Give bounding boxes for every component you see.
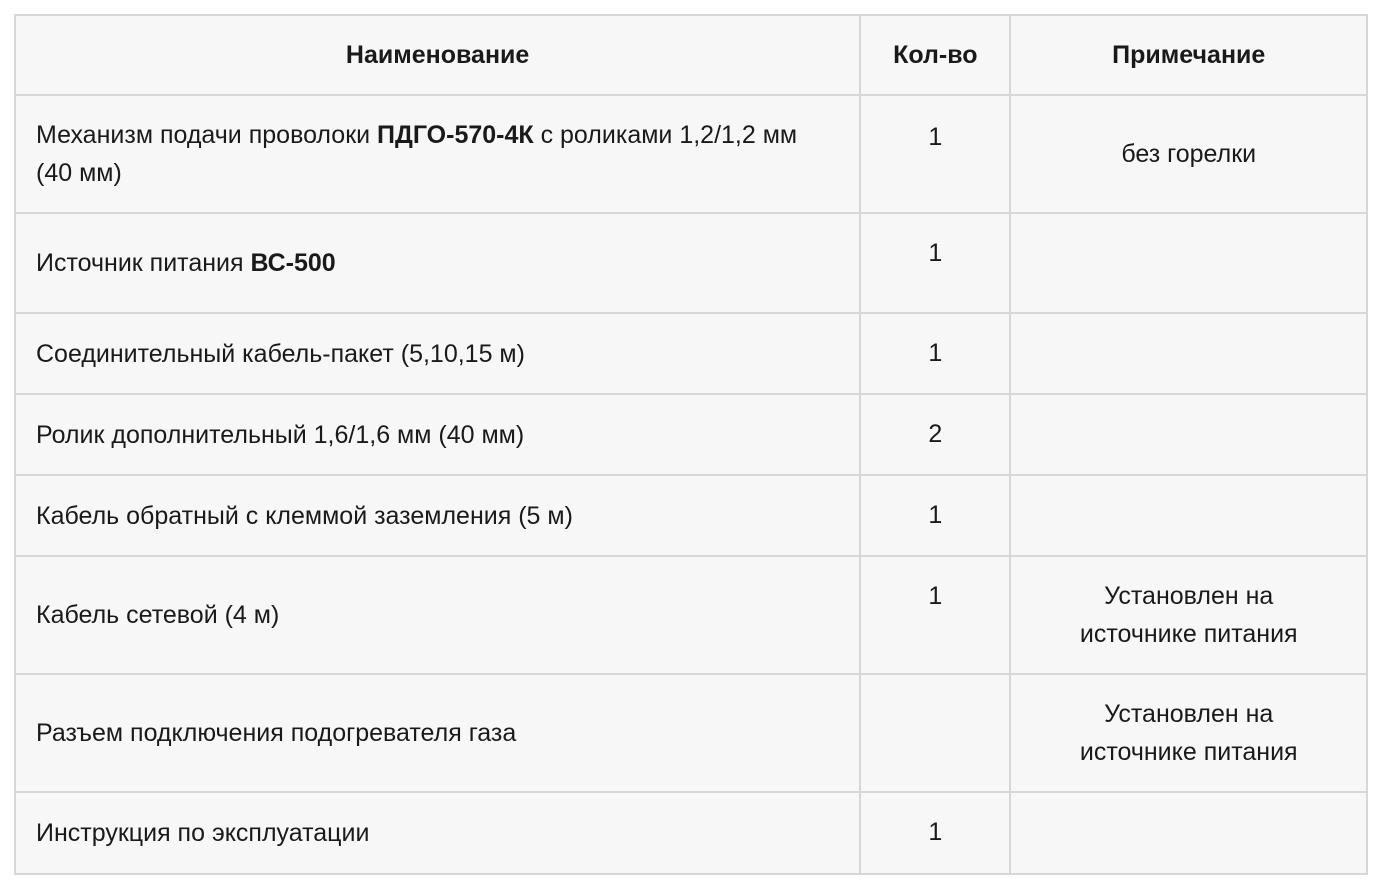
row-qty-cell	[860, 394, 1010, 475]
row-name-cell	[15, 95, 860, 213]
row-name-model: ПДГО-570-4К	[377, 121, 534, 149]
row-note-cell	[1010, 792, 1367, 874]
row-note-line2: источнике питания	[1079, 620, 1298, 648]
header-name: Наименование	[15, 15, 860, 95]
row-qty: 1	[928, 123, 943, 151]
table-row	[15, 792, 1367, 874]
row-note-cell	[1010, 556, 1367, 674]
row-qty: 1	[928, 339, 943, 367]
row-name-cell	[15, 556, 860, 674]
row-qty-cell	[860, 556, 1010, 674]
row-qty: 1	[928, 818, 943, 846]
row-name-text: Инструкция по эксплуатации	[36, 819, 370, 847]
table-row	[15, 556, 1367, 674]
row-name-cell	[15, 313, 860, 394]
table-row	[15, 674, 1367, 792]
row-name-text: Разъем подключения подогревателя газа	[36, 719, 517, 747]
row-qty-cell	[860, 475, 1010, 556]
table-row	[15, 475, 1367, 556]
row-note-cell	[1010, 674, 1367, 792]
row-name-text: Соединительный кабель-пакет (5,10,15 м)	[36, 339, 525, 368]
row-qty: 1	[928, 582, 943, 610]
row-note-line1: без горелки	[1121, 140, 1257, 168]
row-name-text: Механизм подачи проволоки	[36, 121, 378, 149]
row-name-text: Кабель обратный с клеммой заземления (5 м)	[36, 501, 573, 530]
row-note-line2: источнике питания	[1079, 738, 1298, 766]
table-header-row	[15, 15, 1367, 95]
row-name-text: Кабель сетевой (4 м)	[36, 601, 280, 629]
table-row	[15, 313, 1367, 394]
row-qty	[861, 675, 1009, 679]
table-row	[15, 394, 1367, 475]
row-qty-cell	[860, 213, 1010, 313]
row-qty: 1	[928, 239, 943, 267]
equipment-table	[14, 14, 1368, 875]
row-note-line1: Установлен на	[1104, 582, 1274, 610]
row-note-cell	[1010, 213, 1367, 313]
row-qty-cell	[860, 792, 1010, 874]
row-note-cell	[1010, 95, 1367, 213]
row-name-text: Источник питания	[36, 249, 251, 277]
row-name-cell	[15, 674, 860, 792]
row-name-cell	[15, 792, 860, 874]
row-name-cell	[15, 475, 860, 556]
table-row	[15, 213, 1367, 313]
table-row	[15, 95, 1367, 213]
row-qty: 1	[928, 501, 943, 529]
row-qty-cell	[860, 313, 1010, 394]
row-note-cell	[1010, 313, 1367, 394]
row-note-cell	[1010, 394, 1367, 475]
header-qty: Кол-во	[860, 15, 1010, 95]
row-note-line1: Установлен на	[1104, 700, 1274, 728]
header-note: Примечание	[1010, 15, 1367, 95]
row-note-cell	[1010, 475, 1367, 556]
row-qty-cell	[860, 95, 1010, 213]
row-name-text-suffix: с роликами 1,2/1,2 мм (40 мм)	[36, 121, 798, 187]
row-qty-cell	[860, 674, 1010, 792]
row-name-cell	[15, 394, 860, 475]
row-name-text: Ролик дополнительный 1,6/1,6 мм (40 мм)	[36, 420, 525, 449]
row-qty: 2	[928, 420, 943, 448]
row-name-model: ВС-500	[250, 249, 336, 277]
row-name-cell	[15, 213, 860, 313]
